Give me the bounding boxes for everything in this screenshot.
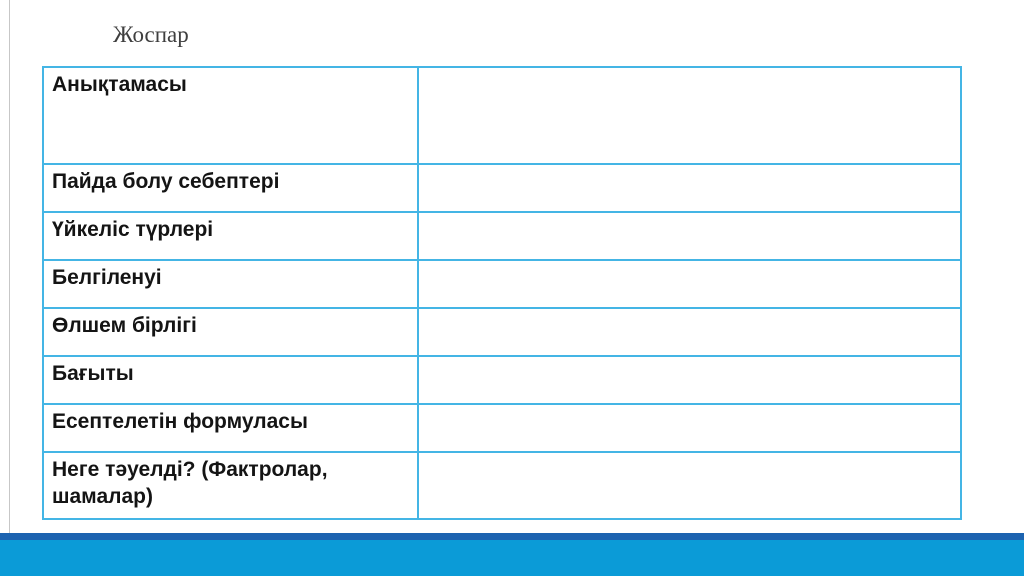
- row-label: Неге тәуелді? (Фактролар, шамалар): [43, 452, 418, 519]
- row-label: Анықтамасы: [43, 67, 418, 164]
- row-value-cell: [418, 452, 961, 519]
- row-value-cell: [418, 308, 961, 356]
- footer-accent-bar-light: [0, 540, 1024, 576]
- table-row: [43, 356, 961, 404]
- footer-accent-bar-dark: [0, 533, 1024, 540]
- row-value-cell: [418, 404, 961, 452]
- row-value-cell: [418, 356, 961, 404]
- table-row: [43, 212, 961, 260]
- slide-left-edge-line: [9, 0, 10, 533]
- row-value-cell: [418, 164, 961, 212]
- row-label: Өлшем бірлігі: [43, 308, 418, 356]
- plan-table: [42, 66, 962, 520]
- row-label: Үйкеліс түрлері: [43, 212, 418, 260]
- row-label: Белгіленуі: [43, 260, 418, 308]
- table-row: [43, 308, 961, 356]
- table-row: [43, 404, 961, 452]
- table-row: [43, 260, 961, 308]
- row-label: Пайда болу себептері: [43, 164, 418, 212]
- row-value-cell: [418, 260, 961, 308]
- table-row: [43, 164, 961, 212]
- row-value-cell: [418, 67, 961, 164]
- slide-title: Жоспар: [113, 22, 189, 47]
- table-row: [43, 67, 961, 164]
- row-label: Есептелетін формуласы: [43, 404, 418, 452]
- table-row: [43, 452, 961, 519]
- row-value-cell: [418, 212, 961, 260]
- row-label: Бағыты: [43, 356, 418, 404]
